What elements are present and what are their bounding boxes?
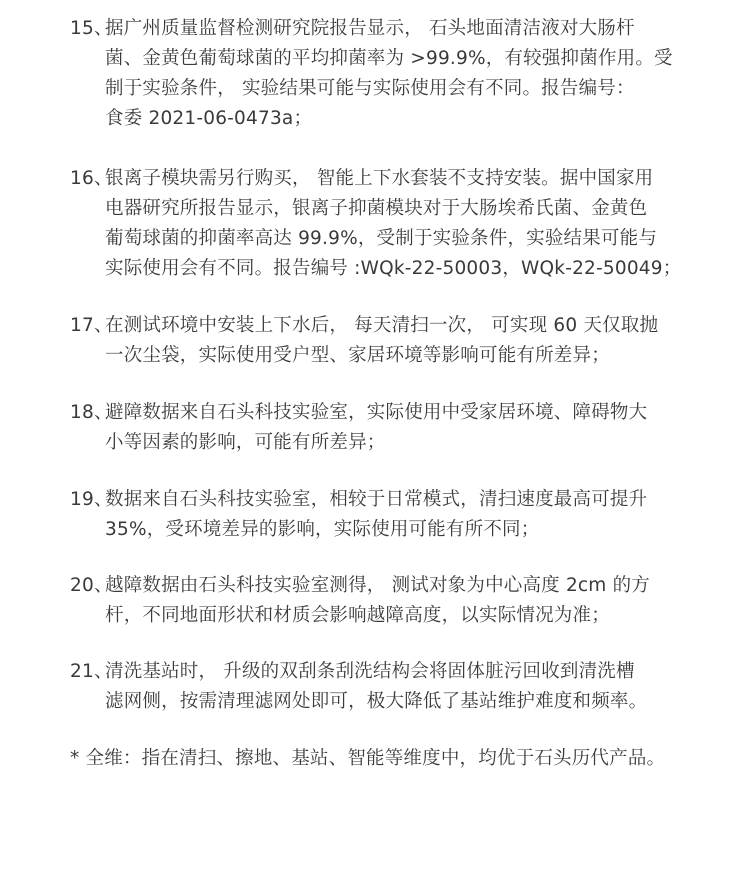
- note-line: 在测试环境中安装上下水后， 每天清扫一次， 可实现 60 天仅取抛: [105, 315, 659, 336]
- note-line: 越障数据由石头科技实验室测得， 测试对象为中心高度 2cm 的方: [105, 575, 651, 596]
- note-number: 18、: [70, 402, 113, 423]
- note-17: [70, 311, 690, 371]
- note-number: 19、: [70, 489, 113, 510]
- note-number: 17、: [70, 315, 113, 336]
- note-number: 15、: [70, 18, 113, 39]
- note-number: 20、: [70, 575, 113, 596]
- note-number: 21、: [70, 661, 113, 682]
- note-line: 电器研究所报告显示，银离子抑菌模块对于大肠埃希氏菌、金黄色: [105, 198, 648, 219]
- note-number: 16、: [70, 168, 113, 189]
- footnote: * 全维：指在清扫、擦地、基站、智能等维度中，均优于石头历代产品。: [70, 748, 666, 769]
- note-15: [70, 14, 690, 134]
- note-line: 一次尘袋，实际使用受户型、家居环境等影响可能有所差异；: [105, 345, 610, 366]
- note-line: 滤网侧，按需清理滤网处即可，极大降低了基站维护难度和频率。: [105, 691, 648, 712]
- note-19: [70, 485, 690, 545]
- note-line: 数据来自石头科技实验室，相较于日常模式，清扫速度最高可提升: [105, 489, 648, 510]
- note-line: 清洗基站时， 升级的双刮条刮洗结构会将固体脏污回收到清洗槽: [105, 661, 635, 682]
- note-line: 35%，受环境差异的影响，实际使用可能有所不同；: [105, 519, 540, 540]
- note-line: 银离子模块需另行购买， 智能上下水套装不支持安装。据中国家用: [105, 168, 654, 189]
- note-20: [70, 571, 690, 631]
- note-21: [70, 657, 690, 717]
- note-16: [70, 164, 690, 284]
- note-line: 菌、金黄色葡萄球菌的平均抑菌率为 >99.9%，有较强抑菌作用。受: [105, 48, 673, 69]
- note-18: [70, 398, 690, 458]
- note-line: 据广州质量监督检测研究院报告显示， 石头地面清洁液对大肠杆: [105, 18, 635, 39]
- note-line: 食委 2021-06-0473a；: [105, 108, 313, 129]
- note-line: 小等因素的影响，可能有所差异；: [105, 432, 386, 453]
- note-line: 制于实验条件， 实验结果可能与实际使用会有不同。报告编号：: [105, 78, 635, 99]
- note-line: 实际使用会有不同。报告编号 :WQk-22-50003，WQk-22-50049；: [105, 258, 682, 279]
- note-line: 葡萄球菌的抑菌率高达 99.9%，受制于实验条件，实验结果可能与: [105, 228, 658, 249]
- note-line: 避障数据来自石头科技实验室，实际使用中受家居环境、障碍物大: [105, 402, 648, 423]
- note-line: 杆，不同地面形状和材质会影响越障高度，以实际情况为准；: [105, 605, 610, 626]
